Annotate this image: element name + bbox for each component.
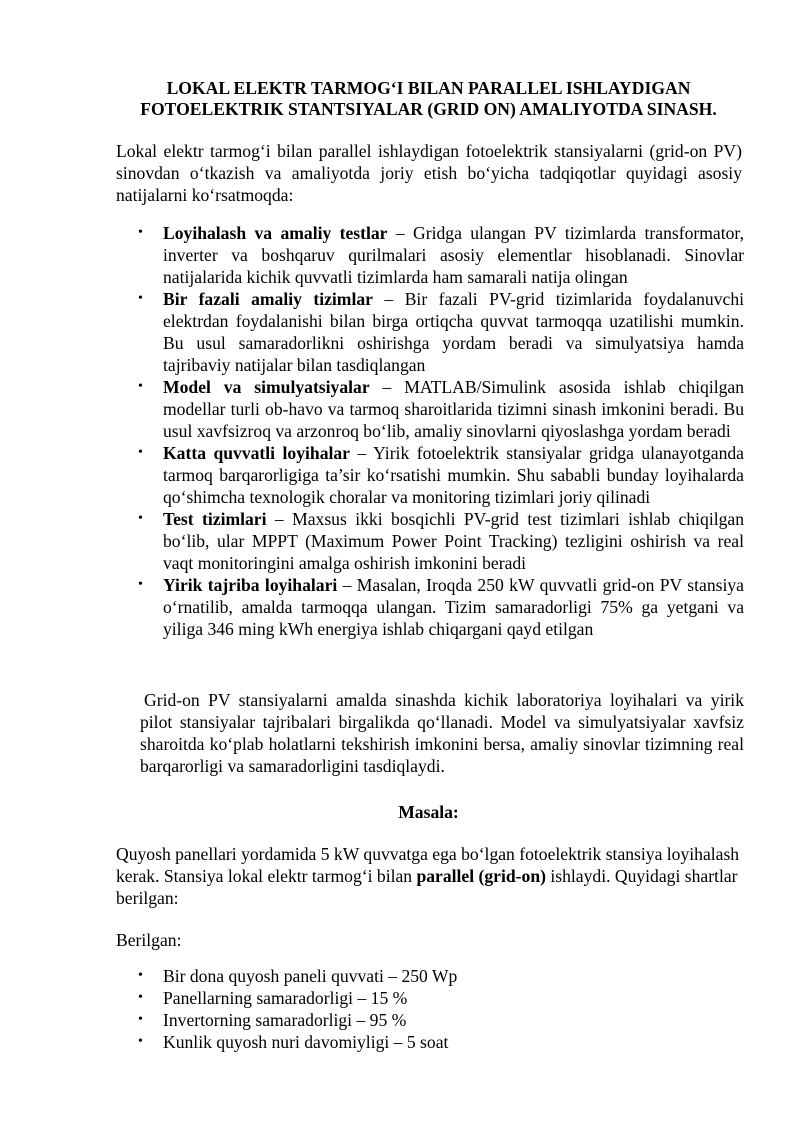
list-item-heading: Loyihalash va amaliy testlar — [163, 223, 388, 243]
intro-paragraph: Lokal elektr tarmog‘i bilan parallel ishlaydigan fotoelektrik stansiyalarni (grid-on PV) sinovdan o‘tkazish va amaliyotda joriy etish bo‘yicha tadqiqotlar quyidagi asosiy natijalarni ko‘rsatmoqda: — [116, 141, 742, 205]
bullet-icon: • — [138, 225, 143, 240]
bullet-icon: • — [138, 379, 143, 394]
list-item-text: – Maxsus ikki bosqichli PV-grid test tizimlari ishlab chiqilgan bo‘lib, ular MPPT (Maximum Power Point Tracking) tezligini oshirish va real vaqt monitoringini amalga oshirish imkonini beradi — [163, 509, 745, 573]
bullet-icon: • — [138, 291, 143, 306]
list-item — [138, 1009, 638, 1031]
list-item — [138, 222, 744, 288]
title-line-1: LOKAL ELEKTR TARMOG‘I BILAN PARALLEL ISHLAYDIGAN — [166, 78, 691, 98]
list-item-text: – Masalan, Iroqda 250 kW quvvatli grid-on PV stansiya o‘rnatilib, amalda tarmoqqa ulangan. Tizim samaradorligi 75% ga yetgani va yiliga 346 ming kWh energiya ishlab chiqargani qayd etilgan — [163, 575, 744, 639]
given-item-text: Bir dona quyosh paneli quvvati – 250 Wp — [163, 966, 458, 986]
list-item-text: – MATLAB/Simulink asosida ishlab chiqilgan modellar turli ob-havo va tarmoq sharoitlarida tizimni sinash imkonini beradi. Bu usul xavfsizroq va arzonroq bo‘lib, amaliy sinovlarni qiyoslashga yordam beradi — [163, 377, 744, 441]
list-item — [138, 288, 744, 376]
list-item-text: – Gridga ulangan PV tizimlarda transformator, inverter va boshqaruv qurilmalari asosiy elementlar hisoblanadi. Sinovlar natijalarida kichik quvvatli tizimlarda ham samarali natija olingan — [163, 223, 744, 287]
list-item — [138, 508, 744, 574]
problem-statement — [116, 843, 742, 909]
given-item-text: Kunlik quyosh nuri davomiyligi – 5 soat — [163, 1032, 449, 1052]
results-list — [138, 222, 744, 640]
bullet-icon: • — [138, 1034, 143, 1049]
given-heading: Berilgan: — [116, 930, 182, 950]
bullet-icon: • — [138, 577, 143, 592]
list-item — [138, 965, 638, 987]
document-title — [100, 78, 757, 120]
problem-text-part2: ishlaydi. Quyidagi shartlar berilgan: — [116, 866, 738, 908]
bullet-icon: • — [138, 1012, 143, 1027]
given-list — [138, 965, 638, 1053]
list-item-heading: Katta quvvatli loyihalar — [163, 443, 350, 463]
list-item — [138, 1031, 638, 1053]
list-item-heading: Model va simulyatsiyalar — [163, 377, 370, 397]
bullet-icon: • — [138, 511, 143, 526]
list-item-text: – Yirik fotoelektrik stansiyalar gridga ulanayotganda tarmoq barqarorligiga ta’sir ko‘rsatishi mumkin. Shu sababli bunday loyihalarda qo‘shimcha texnologik choralar va monitoring tizimlari joriy qilinadi — [163, 443, 744, 507]
bullet-icon: • — [138, 968, 143, 983]
closing-paragraph: Grid-on PV stansiyalarni amalda sinashda kichik laboratoriya loyihalari va yirik pilot stansiyalar tajribalari birgalikda qo‘llanadi. Model va simulyatsiyalar xavfsiz sharoitda ko‘plab holatlarni tekshirish imkonini bersa, amaliy sinovlar tizimning real barqarorligi va samaradorligini tasdiqlaydi. — [140, 690, 744, 776]
list-item-text: – Bir fazali PV-grid tizimlarida foydalanuvchi elektrdan foydalanishi bilan birga ortiqcha quvvat tarmoqqa uzatilishi mumkin. Bu usul samaradorlikni oshirishga yordam beradi va simulyatsiya hamda tajribaviy natijalar bilan tasdiqlangan — [163, 289, 745, 375]
problem-text-bold: parallel (grid-on) — [416, 866, 546, 886]
problem-heading: Masala: — [398, 802, 459, 822]
title-line-2: FOTOELEKTRIK STANTSIYALAR (GRID ON) AMALIYOTDA SINASH. — [140, 99, 717, 119]
list-item-heading: Bir fazali amaliy tizimlar — [163, 289, 373, 309]
list-item-heading: Test tizimlari — [163, 509, 267, 529]
list-item — [138, 574, 744, 640]
list-item-heading: Yirik tajriba loyihalari — [163, 575, 338, 595]
given-item-text: Panellarning samaradorligi – 15 % — [163, 988, 408, 1008]
given-item-text: Invertorning samaradorligi – 95 % — [163, 1010, 407, 1030]
list-item — [138, 987, 638, 1009]
list-item — [138, 376, 744, 442]
list-item — [138, 442, 744, 508]
problem-text-part1: Quyosh panellari yordamida 5 kW quvvatga ega bo‘lgan fotoelektrik stansiya loyihalash kerak. Stansiya lokal elektr tarmog‘i bilan — [116, 844, 740, 886]
bullet-icon: • — [138, 445, 143, 460]
bullet-icon: • — [138, 990, 143, 1005]
